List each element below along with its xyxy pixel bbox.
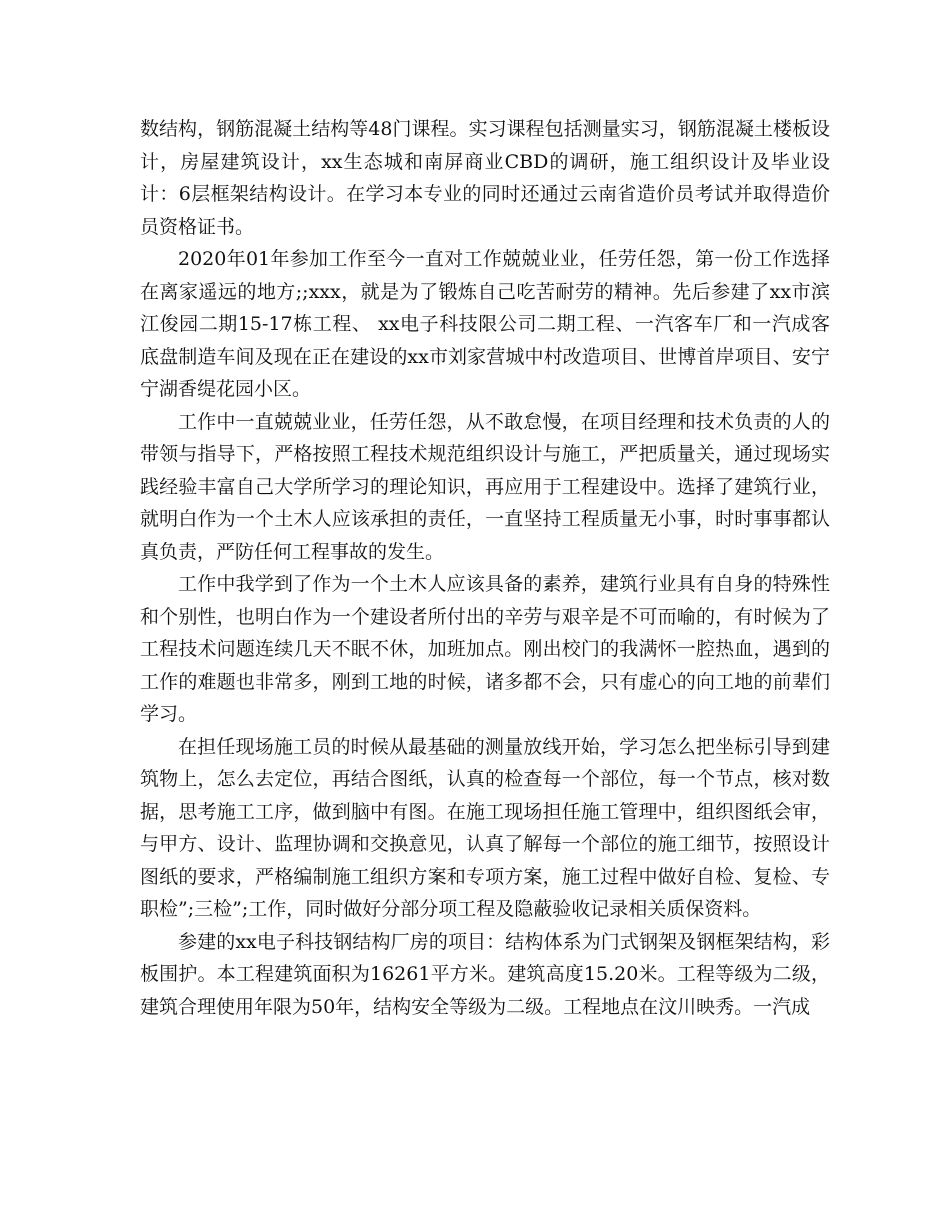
document-body bbox=[140, 113, 830, 1023]
paragraph-1: 数结构，钢筋混凝土结构等48门课程。实习课程包括测量实习，钢筋混凝土楼板设计，房屋建筑设计，xx生态城和南屏商业CBD的调研，施工组织设计及毕业设计：6层框架结构设计。在学习本专业的同时还通过云南省造价员考试并取得造价员资格证书。 bbox=[140, 118, 830, 238]
paragraph-4: 工作中我学到了作为一个土木人应该具备的素养，建筑行业具有自身的特殊性和个别性，也明白作为一个建设者所付出的辛劳与艰辛是不可而喻的，有时候为了工程技术问题连续几天不眠不休，加班加点。刚出校门的我满怀一腔热血，遇到的工作的难题也非常多，刚到工地的时候，诸多都不会，只有虚心的向工地的前辈们学习。 bbox=[140, 573, 830, 725]
paragraph-5: 在担任现场施工员的时候从最基础的测量放线开始，学习怎么把坐标引导到建筑物上，怎么去定位，再结合图纸，认真的检查每一个部位，每一个节点，核对数据，思考施工工序，做到脑中有图。在施工现场担任施工管理中，组织图纸会审，与甲方、设计、监理协调和交换意见，认真了解每一个部位的施工细节，按照设计图纸的要求，严格编制施工组织方案和专项方案，施工过程中做好自检、复检、专职检”;三检”;工作，同时做好分部分项工程及隐蔽验收记录相关质保资料。 bbox=[140, 735, 830, 920]
paragraph-2: 2020年01年参加工作至今一直对工作兢兢业业，任劳任怨，第一份工作选择在离家遥远的地方;;xxx，就是为了锻炼自己吃苦耐劳的精神。先后参建了xx市滨江俊园二期15-17栋工程、 xx电子科技限公司二期工程、一汽客车厂和一汽成客底盘制造车间及现在正在建设的xx市刘家营城中村改造项目、世博首岸项目、安宁宁湖香缇花园小区。 bbox=[140, 248, 830, 400]
paragraph-6: 参建的xx电子科技钢结构厂房的项目：结构体系为门式钢架及钢框架结构，彩板围护。本工程建筑面积为16261平方米。建筑高度15.20米。工程等级为二级，建筑合理使用年限为50年，结构安全等级为二级。工程地点在汶川映秀。一汽成 bbox=[140, 930, 830, 1018]
paragraph-3: 工作中一直兢兢业业，任劳任怨，从不敢怠慢，在项目经理和技术负责的人的带领与指导下，严格按照工程技术规范组织设计与施工，严把质量关，通过现场实践经验丰富自己大学所学习的理论知识，再应用于工程建设中。选择了建筑行业，就明白作为一个土木人应该承担的责任，一直坚持工程质量无小事，时时事事都认真负责，严防任何工程事故的发生。 bbox=[140, 410, 830, 563]
